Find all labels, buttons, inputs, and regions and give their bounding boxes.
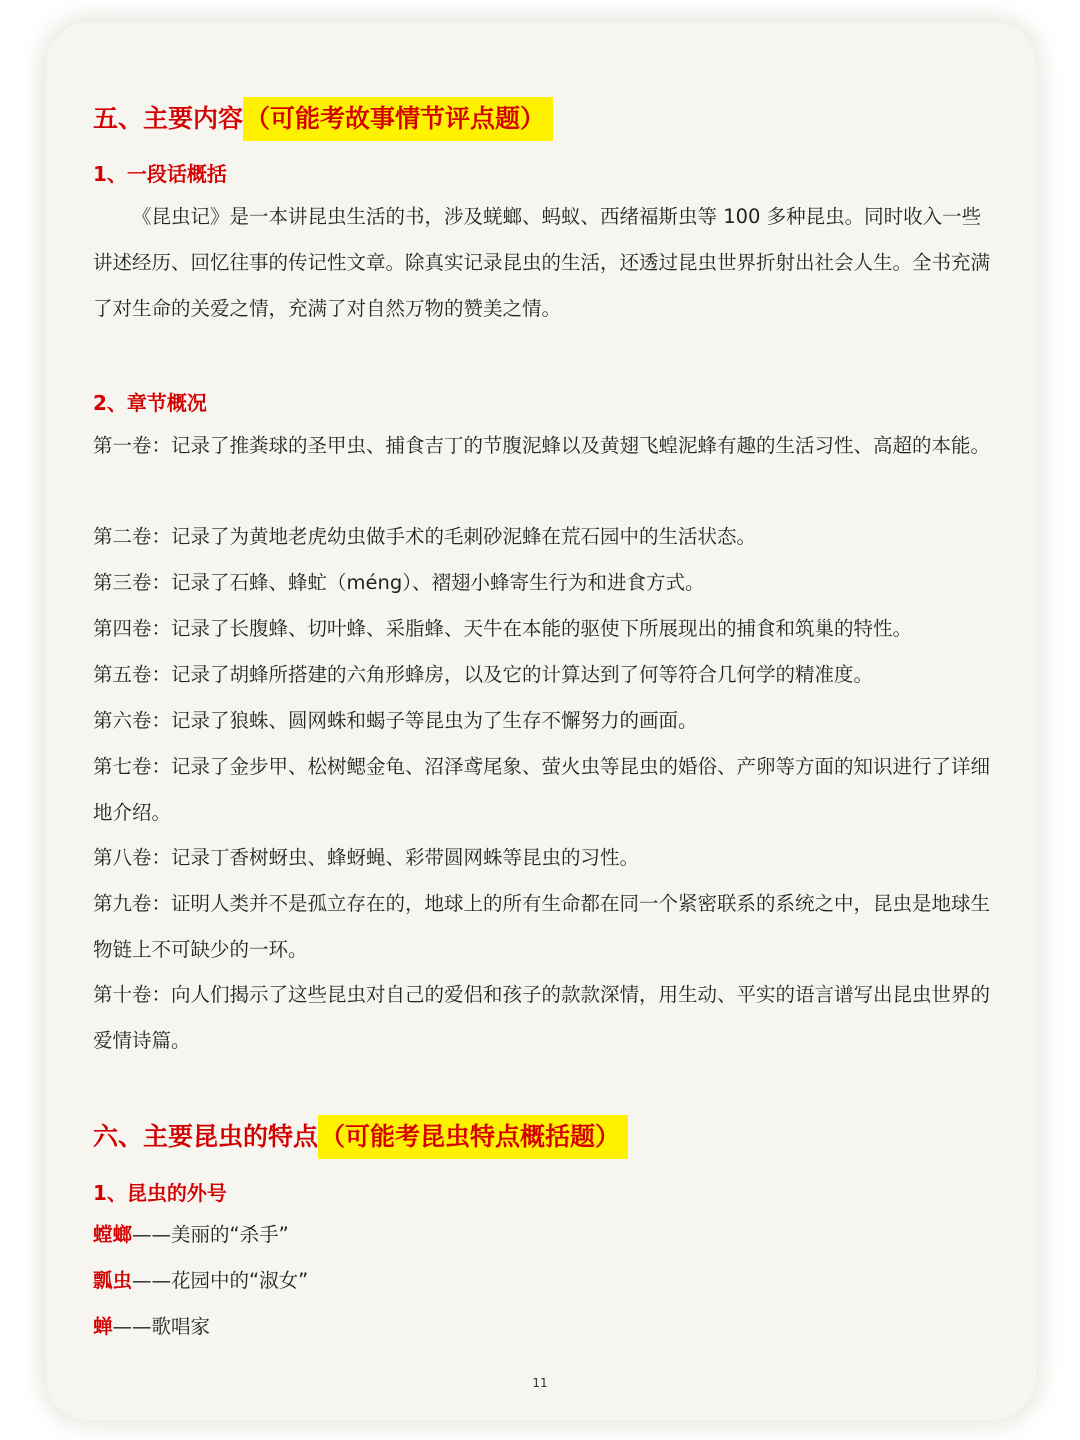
section6-sub1-title: 1、昆虫的外号: [93, 1181, 227, 1205]
nickname-item: [93, 1212, 289, 1258]
volume-9: 第九卷：证明人类并不是孤立存在的，地球上的所有生命都在同一个紧密联系的系统之中，昆虫是地球生物链上不可缺少的一环。: [93, 892, 991, 961]
insect-name: 瓢虫: [93, 1269, 133, 1292]
insect-nickname: ——美丽的“杀手”: [132, 1223, 289, 1246]
volume-2: 第二卷：记录了为黄地老虎幼虫做手术的毛刺砂泥蜂在荒石园中的生活状态。: [93, 525, 757, 548]
section5-sub1-title: 1、一段话概括: [93, 162, 227, 186]
section6-highlight: （可能考昆虫特点概括题）: [318, 1115, 628, 1159]
section6-heading: [93, 1115, 628, 1159]
volume-5: 第五卷：记录了胡蜂所搭建的六角形蜂房，以及它的计算达到了何等符合几何学的精准度。: [93, 663, 874, 686]
nickname-item: [93, 1304, 210, 1350]
insect-nickname: ——歌唱家: [112, 1315, 211, 1338]
volume-3: 第三卷：记录了石蜂、蜂虻（méng）、褶翅小蜂寄生行为和进食方式。: [93, 571, 705, 594]
section6-title: 六、主要昆虫的特点: [93, 1122, 319, 1151]
volume-4: 第四卷：记录了长腹蜂、切叶蜂、采脂蜂、天牛在本能的驱使下所展现出的捕食和筑巢的特性。: [93, 617, 913, 640]
volume-7: 第七卷：记录了金步甲、松树鳃金龟、沼泽鸢尾象、萤火虫等昆虫的婚俗、产卵等方面的知识进行了详细地介绍。: [93, 755, 991, 824]
insect-name: 螳螂: [93, 1223, 133, 1246]
volume-8: 第八卷：记录丁香树蚜虫、蜂蚜蝇、彩带圆网蛛等昆虫的习性。: [93, 846, 640, 869]
insect-nickname: ——花园中的“淑女”: [132, 1269, 309, 1292]
nickname-item: [93, 1258, 308, 1304]
summary-paragraph: 《昆虫记》是一本讲昆虫生活的书，涉及蜣螂、蚂蚁、西绪福斯虫等 100 多种昆虫。同时收入一些讲述经历、回忆往事的传记性文章。除真实记录昆虫的生活，还透过昆虫世界折射出社会人生。全书充满了对生命的关爱之情，充满了对自然万物的赞美之情。: [93, 205, 991, 320]
section5-heading: [93, 97, 553, 141]
volume-6: 第六卷：记录了狼蛛、圆网蛛和蝎子等昆虫为了生存不懈努力的画面。: [93, 709, 698, 732]
section5-title: 五、主要内容: [93, 104, 244, 133]
volume-1: 第一卷：记录了推粪球的圣甲虫、捕食吉丁的节腹泥蜂以及黄翅飞蝗泥蜂有趣的生活习性、高超的本能。: [93, 434, 991, 457]
section5-highlight: （可能考故事情节评点题）: [243, 97, 553, 141]
volume-10: 第十卷：向人们揭示了这些昆虫对自己的爱侣和孩子的款款深情，用生动、平实的语言谱写出昆虫世界的爱情诗篇。: [93, 983, 991, 1052]
section5-sub2-title: 2、章节概况: [93, 391, 207, 415]
page-number: 11: [532, 1376, 548, 1390]
insect-name: 蝉: [93, 1315, 113, 1338]
